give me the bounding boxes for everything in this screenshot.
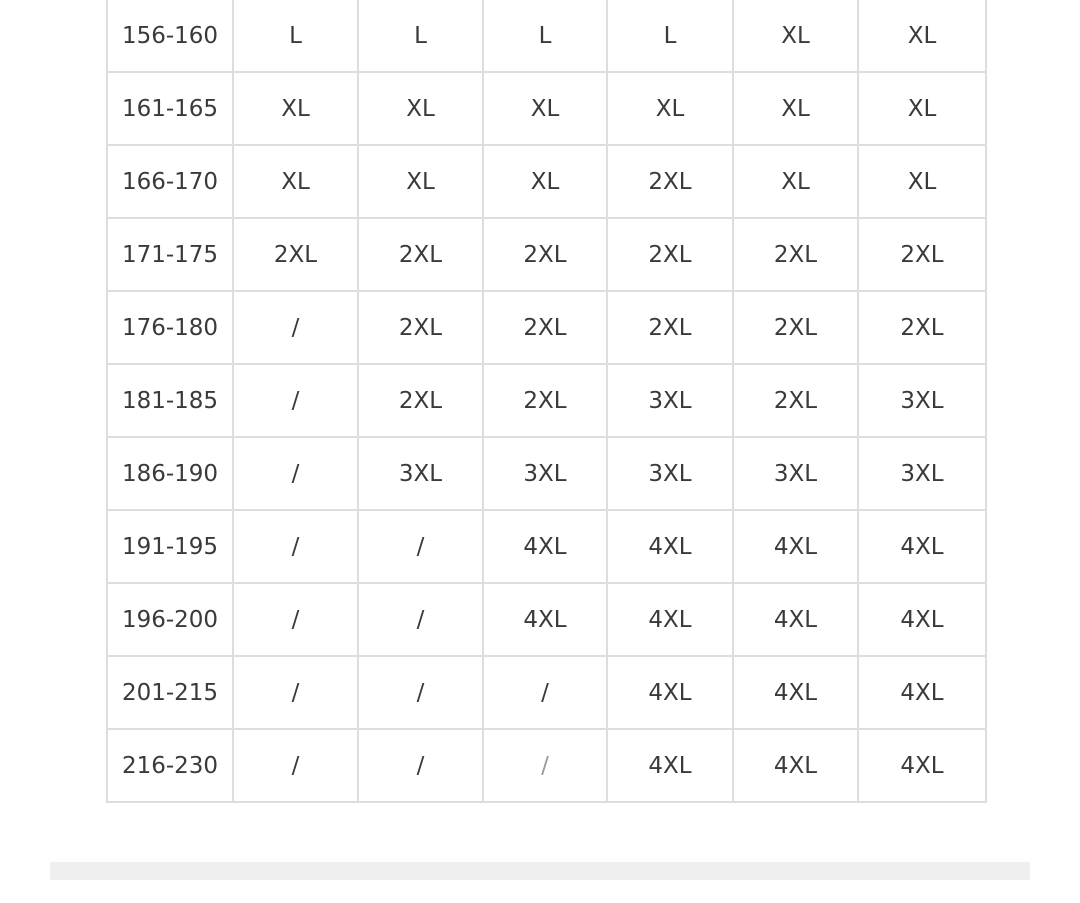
table-row xyxy=(107,364,986,437)
size-cell: XL xyxy=(733,0,858,72)
size-cell: 4XL xyxy=(858,729,986,802)
table-row xyxy=(107,0,986,72)
size-cell: XL xyxy=(483,72,607,145)
height-range-cell: 216-230 xyxy=(107,729,233,802)
size-cell: 2XL xyxy=(733,291,858,364)
size-cell: 3XL xyxy=(733,437,858,510)
size-cell: 3XL xyxy=(607,364,733,437)
table-row xyxy=(107,729,986,802)
size-cell: 2XL xyxy=(483,218,607,291)
size-cell: 2XL xyxy=(607,291,733,364)
size-cell: XL xyxy=(858,145,986,218)
size-cell: XL xyxy=(358,72,483,145)
table-row xyxy=(107,437,986,510)
table-row xyxy=(107,291,986,364)
size-cell: XL xyxy=(233,72,358,145)
size-cell: L xyxy=(358,0,483,72)
size-cell: / xyxy=(483,729,607,802)
size-cell: 4XL xyxy=(483,583,607,656)
table-row xyxy=(107,583,986,656)
size-cell: / xyxy=(358,656,483,729)
size-cell: L xyxy=(607,0,733,72)
table-row xyxy=(107,510,986,583)
size-cell: 2XL xyxy=(733,364,858,437)
height-range-cell: 201-215 xyxy=(107,656,233,729)
size-cell: XL xyxy=(733,72,858,145)
size-cell: 2XL xyxy=(483,291,607,364)
table-row xyxy=(107,72,986,145)
footer-divider-bar xyxy=(50,862,1030,880)
height-range-cell: 161-165 xyxy=(107,72,233,145)
size-cell: / xyxy=(233,510,358,583)
size-cell: L xyxy=(233,0,358,72)
size-cell: 4XL xyxy=(607,510,733,583)
size-cell: XL xyxy=(733,145,858,218)
height-range-cell: 181-185 xyxy=(107,364,233,437)
size-cell: 2XL xyxy=(358,218,483,291)
size-cell: XL xyxy=(858,72,986,145)
size-cell: XL xyxy=(233,145,358,218)
height-range-cell: 156-160 xyxy=(107,0,233,72)
height-range-cell: 196-200 xyxy=(107,583,233,656)
size-cell: 2XL xyxy=(358,364,483,437)
size-cell: 3XL xyxy=(858,437,986,510)
size-cell: / xyxy=(233,583,358,656)
height-range-cell: 186-190 xyxy=(107,437,233,510)
size-cell: 4XL xyxy=(733,729,858,802)
size-cell: XL xyxy=(607,72,733,145)
size-cell: 4XL xyxy=(733,510,858,583)
size-cell: 4XL xyxy=(607,729,733,802)
size-cell: 2XL xyxy=(607,218,733,291)
size-cell: 2XL xyxy=(483,364,607,437)
size-chart-body xyxy=(107,0,986,802)
size-cell: / xyxy=(233,729,358,802)
size-chart-table xyxy=(106,0,987,803)
size-cell: 4XL xyxy=(607,583,733,656)
table-row xyxy=(107,218,986,291)
size-cell: 4XL xyxy=(483,510,607,583)
size-cell: XL xyxy=(858,0,986,72)
size-cell: XL xyxy=(483,145,607,218)
size-cell: 4XL xyxy=(607,656,733,729)
size-cell: 2XL xyxy=(858,291,986,364)
size-cell: / xyxy=(358,729,483,802)
size-cell: 2XL xyxy=(233,218,358,291)
height-range-cell: 191-195 xyxy=(107,510,233,583)
size-cell: 2XL xyxy=(858,218,986,291)
size-cell: 3XL xyxy=(858,364,986,437)
size-cell: 2XL xyxy=(733,218,858,291)
size-cell: / xyxy=(233,364,358,437)
size-cell: / xyxy=(233,656,358,729)
size-cell: 4XL xyxy=(733,583,858,656)
size-cell: / xyxy=(483,656,607,729)
size-cell: 3XL xyxy=(607,437,733,510)
size-cell: 4XL xyxy=(858,656,986,729)
size-cell: 4XL xyxy=(858,510,986,583)
height-range-cell: 166-170 xyxy=(107,145,233,218)
size-cell: / xyxy=(358,510,483,583)
height-range-cell: 176-180 xyxy=(107,291,233,364)
size-cell: 2XL xyxy=(607,145,733,218)
height-range-cell: 171-175 xyxy=(107,218,233,291)
size-cell: L xyxy=(483,0,607,72)
size-cell: 2XL xyxy=(358,291,483,364)
size-cell: XL xyxy=(358,145,483,218)
size-cell: / xyxy=(358,583,483,656)
table-row xyxy=(107,145,986,218)
size-cell: 4XL xyxy=(733,656,858,729)
size-cell: / xyxy=(233,437,358,510)
size-cell: 4XL xyxy=(858,583,986,656)
size-cell: / xyxy=(233,291,358,364)
size-cell: 3XL xyxy=(358,437,483,510)
size-cell: 3XL xyxy=(483,437,607,510)
table-row xyxy=(107,656,986,729)
